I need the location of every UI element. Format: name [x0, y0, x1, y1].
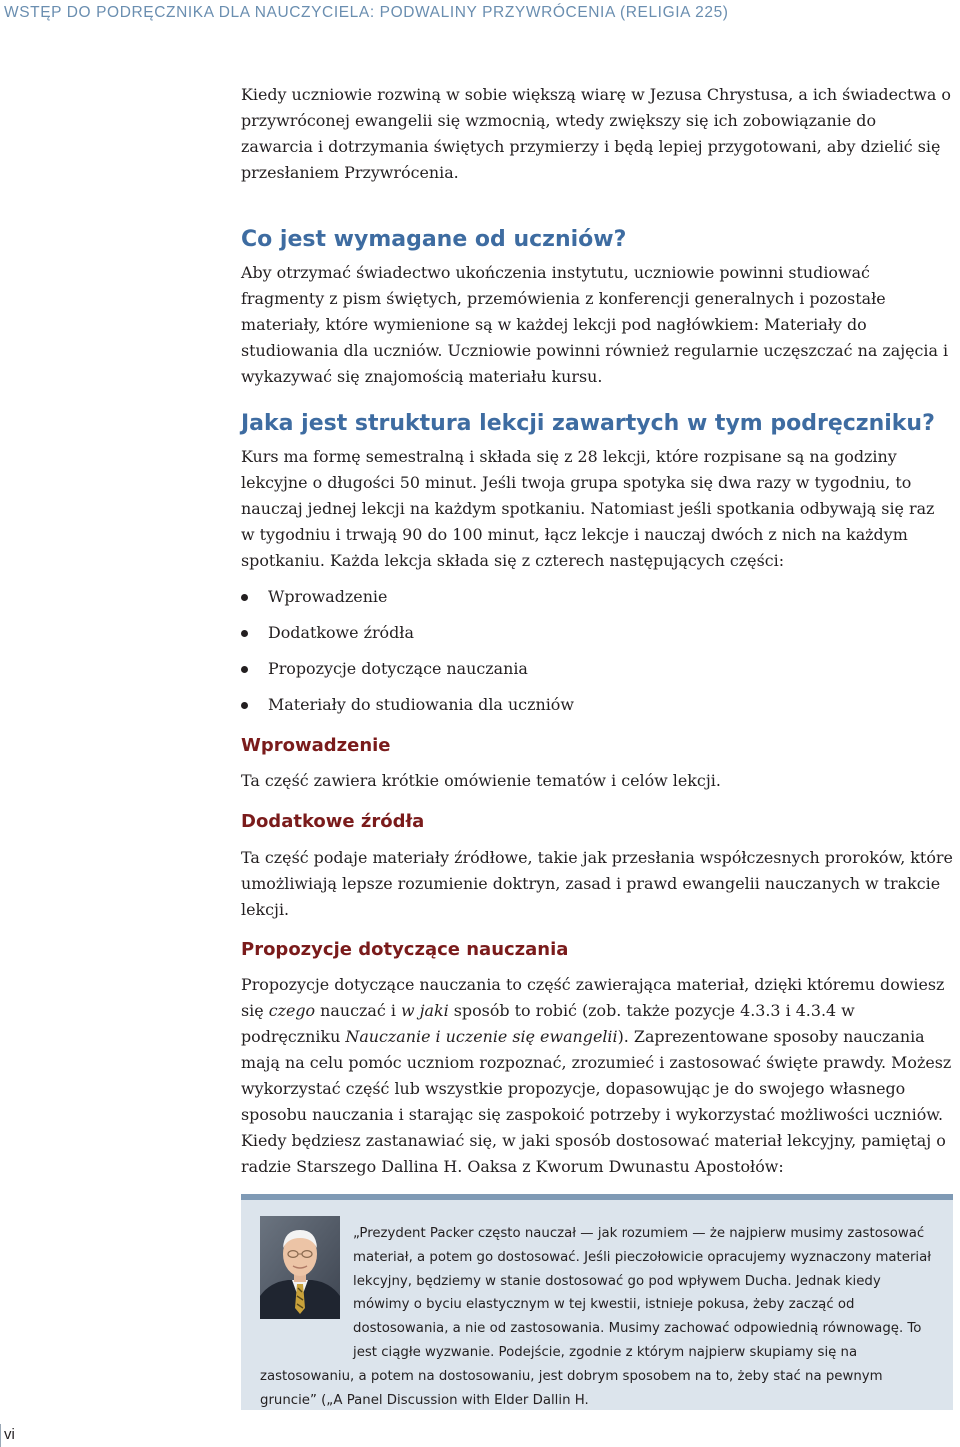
- quote-box: [241, 1194, 953, 1410]
- running-head: WSTĘP DO PODRĘCZNIKA DLA NAUCZYCIELA: PODWALINY PRZYWRÓCENIA (RELIGIA 225): [4, 4, 729, 21]
- quote-text: „Prezydent Packer często nauczał — jak rozumiem — że najpierw musimy zastosować materiał, a potem go dostosować. Jeśli pieczołowicie opracujemy wyznaczony materiał lekcyjny, będziemy w stanie dostosować go pod wpływem Ducha. Jednak kiedy mówimy o byciu elastycznym w tej kwestii, istnieje pokusa, żeby zacząć od dostosowania, a nie od zastosowania. Musimy zachować odpowiednią równowagę. To jest ciągłe wyzwanie. Podejście, zgodnie z którym najpierw skupiamy się na zastosowaniu, a potem na dostosowaniu, jest dobrym sposobem na to, żeby stać na pewnym gruncie” („A Panel Discussion with Elder Dallin H.: [260, 1226, 932, 1408]
- list-item: Dodatkowe źródła: [241, 620, 574, 656]
- lesson-parts-list: [241, 584, 574, 728]
- teaching-paragraph: Propozycje dotyczące nauczania to część zawierająca materiał, dzięki któremu dowiesz się czego nauczać i w jaki sposób to robić (zob. także pozycje 4.3.3 i 4.3.4 w podręczniku Nauczanie i uczenie się ewangelii). Zaprezentowane sposoby nauczania mają na celu pomóc uczniom rozpoznać, zrozumieć i zastosować święte prawdy. Możesz wykorzystać część lub wszystkie propozycje, dopasowując je do swojego własnego sposobu nauczania i starając się zaspokoić potrzeby i wykorzystać możliwości uczniów. Kiedy będziesz zastanawiać się, w jaki sposób dostosować materiał lekcyjny, pamiętaj o radzie Starszego Dallina H. Oaksa z Kworum Dwunastu Apostołów:: [241, 975, 952, 1176]
- bullet-icon: [241, 666, 248, 673]
- heading-teaching: Propozycje dotyczące nauczania: [241, 939, 569, 960]
- list-item: Wprowadzenie: [241, 584, 574, 620]
- sources-paragraph: Ta część podaje materiały źródłowe, takie jak przesłania współczesnych proroków, które umożliwiają lepsze rozumienie doktryn, zasad i prawd ewangelii nauczanych w trakcie lekcji.: [241, 848, 953, 919]
- bullet-icon: [241, 630, 248, 637]
- heading-sources: Dodatkowe źródła: [241, 811, 425, 832]
- introduction-paragraph: Ta część zawiera krótkie omówienie tematów i celów lekcji.: [241, 771, 721, 790]
- page-number: vi: [4, 1426, 15, 1443]
- page-edge-rule: [0, 1424, 1, 1447]
- bullet-icon: [241, 702, 248, 709]
- intro-paragraph: Kiedy uczniowie rozwiną w sobie większą wiarę w Jezusa Chrystusa, a ich świadectwa o przywróconej ewangelii się wzmocnią, wtedy zwiększy się ich zobowiązanie do zawarcia i dotrzymania świętych przymierzy i będą lepiej przygotowani, aby dzielić się przesłaniem Przywrócenia.: [241, 85, 951, 182]
- list-item: Propozycje dotyczące nauczania: [241, 656, 574, 692]
- heading-introduction: Wprowadzenie: [241, 735, 391, 756]
- heading-requirements: Co jest wymagane od uczniów?: [241, 227, 627, 252]
- list-item: Materiały do studiowania dla uczniów: [241, 692, 574, 728]
- heading-structure: Jaka jest struktura lekcji zawartych w tym podręczniku?: [241, 411, 935, 436]
- requirements-paragraph: Aby otrzymać świadectwo ukończenia instytutu, uczniowie powinni studiować fragmenty z pism świętych, przemówienia z konferencji generalnych i pozostałe materiały, które wymienione są w każdej lekcji pod nagłówkiem: Materiały do studiowania dla uczniów. Uczniowie powinni również regularnie uczęszczać na zajęcia i wykazywać się znajomością materiału kursu.: [241, 263, 949, 386]
- bullet-icon: [241, 594, 248, 601]
- structure-paragraph: Kurs ma formę semestralną i składa się z 28 lekcji, które rozpisane są na godziny lekcyjne o długości 50 minut. Jeśli twoja grupa spotyka się dwa razy w tygodniu, to nauczaj jednej lekcji na każdym spotkaniu. Natomiast jeśli spotkania odbywają się raz w tygodniu i trwają 90 do 100 minut, łącz lekcje i nauczaj dwóch z nich na każdym spotkaniu. Każda lekcja składa się z czterech następujących części:: [241, 447, 935, 570]
